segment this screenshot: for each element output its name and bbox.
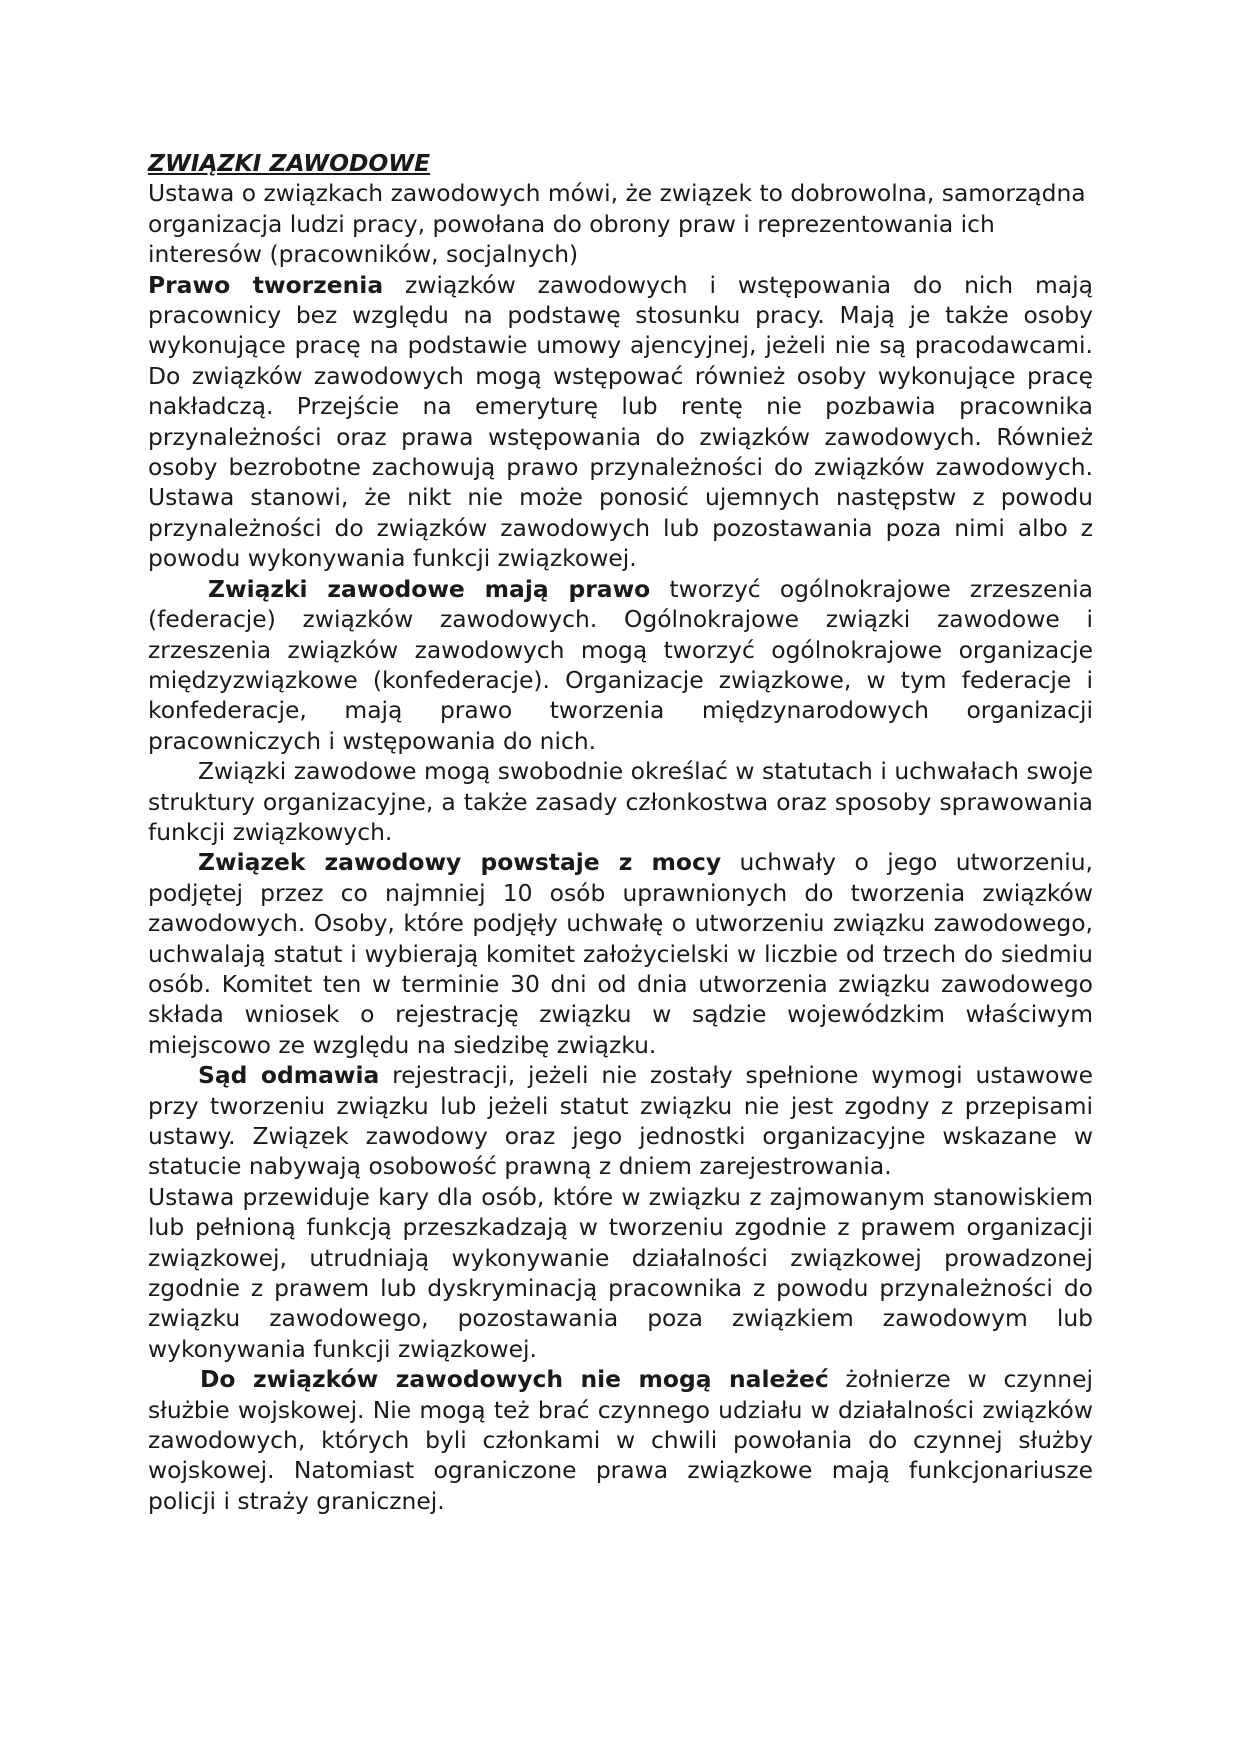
paragraph-struktury xyxy=(148,756,1093,847)
paragraph-text: żołnierze w czynnej służbie wojskowej. Nie mogą też brać czynnego udziału w działalności związków zawodowych, których byli członkami w chwili powołania do czynnej służby wojskowej. Natomiast ograniczone prawa związkowe mają funkcjonariusze policji i straży granicznej. xyxy=(148,1365,1093,1515)
document-title: ZWIĄZKI ZAWODOWE xyxy=(148,149,431,177)
paragraph-lead: Prawo tworzenia xyxy=(148,270,384,299)
paragraph-lead: Sąd odmawia xyxy=(198,1061,380,1090)
document-page xyxy=(148,148,1093,1516)
paragraph-text: rejestracji, jeżeli nie zostały spełnione wymogi ustawowe przy tworzeniu związku lub jeżeli statut związku nie jest zgodny z przepisami ustawy. Związek zawodowy oraz jego jednostki organizacyjne wskazane w statucie nabywają osobowość prawną z dniem zarejestrowania. xyxy=(148,1061,1093,1181)
paragraph-sad-odmawia xyxy=(148,1060,1093,1182)
paragraph-text: uchwały o jego utworzeniu, podjętej przez co najmniej 10 osób uprawnionych do tworzenia związków zawodowych. Osoby, które podjęły uchwałę o utworzeniu związku zawodowego, uchwalają statut i wybierają komitet założycielski w liczbie od trzech do siedmiu osób. Komitet ten w terminie 30 dni od dnia utworzenia związku zawodowego składa wniosek o rejestrację związku w sądzie wojewódzkim właściwym miejscowo ze względu na siedzibę związku. xyxy=(148,848,1093,1059)
paragraph-text: tworzyć ogólnokrajowe zrzeszenia (federacje) związków zawodowych. Ogólnokrajowe związki zawodowe i zrzeszenia związków zawodowych mogą tworzyć ogólnokrajowe organizacje międzyzwiązkowe (konfederacje). Organizacje związkowe, w tym federacje i konfederacje, mają prawo tworzenia międzynarodowych organizacji pracowniczych i wstępowania do nich. xyxy=(148,574,1093,755)
paragraph-nie-moga-nalezec xyxy=(148,1364,1093,1516)
paragraph-lead: Do związków zawodowych nie mogą należeć xyxy=(200,1365,829,1394)
paragraph-text: związków zawodowych i wstępowania do nich mają pracownicy bez względu na podstawę stosunku pracy. Mają je także osoby wykonujące pracę na podstawie umowy ajencyjnej, jeżeli nie są pracodawcami. Do związków zawodowych mogą wstępować również osoby wykonujące pracę nakładczą. Przejście na emeryturę lub rentę nie pozbawia pracownika przynależności oraz prawa wstępowania do związków zawodowych. Również osoby bezrobotne zachowują prawo przynależności do związków zawodowych. Ustawa stanowi, że nikt nie może ponosić ujemnych następstw z powodu przynależności do związków zawodowych lub pozostawania poza nimi albo z powodu wykonywania funkcji związkowej. xyxy=(148,270,1093,573)
paragraph-powstaje xyxy=(148,847,1093,1060)
paragraph-prawo-tworzenia xyxy=(148,270,1093,574)
paragraph-lead: Związek zawodowy powstaje z mocy xyxy=(198,848,722,877)
paragraph-zwiazki-maja-prawo xyxy=(148,574,1093,756)
paragraph-text: Ustawa przewiduje kary dla osób, które w związku z zajmowanym stanowiskiem lub pełnioną funkcją przeszkadzają w tworzeniu zgodnie z prawem organizacji związkowej, utrudniają wykonywanie działalności związkowej prowadzonej zgodnie z prawem lub dyskryminacją pracownika z powodu przynależności do związku zawodowego, pozostawania poza związkiem zawodowym lub wykonywania funkcji związkowej. xyxy=(148,1182,1093,1363)
paragraph-lead: Związki zawodowe mają prawo xyxy=(208,574,651,603)
intro-paragraph: Ustawa o związkach zawodowych mówi, że związek to dobrowolna, samorządna organizacja ludzi pracy, powołana do obrony praw i reprezentowania ich interesów (pracowników, socjalnych) xyxy=(148,179,1086,269)
paragraph-kary xyxy=(148,1182,1093,1364)
paragraph-text: Związki zawodowe mogą swobodnie określać w statutach i uchwałach swoje struktury organizacyjne, a także zasady członkostwa oraz sposoby sprawowania funkcji związkowych. xyxy=(148,757,1093,846)
